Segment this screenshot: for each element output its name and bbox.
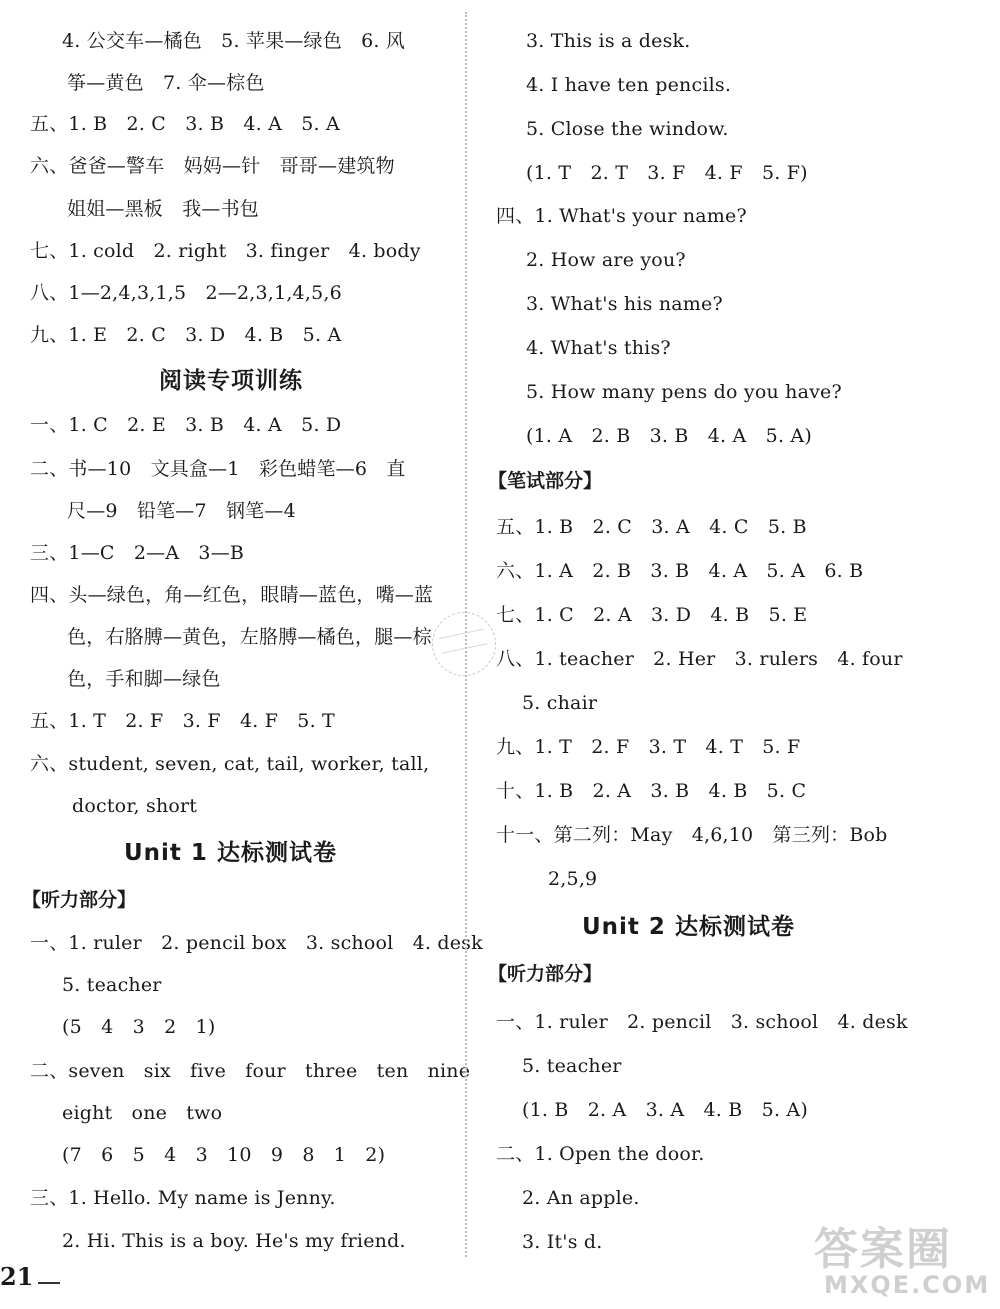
answer-line: (1. A 2. B 3. B 4. A 5. A) [526,425,812,447]
answer-line: 3. What's his name? [526,293,723,315]
answer-line: 八、1—2,4,3,1,5 2—2,3,1,4,5,6 [30,282,342,304]
answer-line: 五、1. B 2. C 3. B 4. A 5. A [30,113,340,135]
answer-line: 七、1. C 2. A 3. D 4. B 5. E [496,604,808,626]
answer-line: 九、1. T 2. F 3. T 4. T 5. F [496,736,801,758]
answer-line: 五、1. T 2. F 3. F 4. F 5. T [30,710,335,732]
part-label: 【听力部分】 [488,963,603,985]
answer-line: 2. An apple. [522,1187,640,1209]
watermark-main-text: 答案圈 [814,1224,952,1275]
answer-line: 六、student, seven, cat, tail, worker, tall, [30,753,430,775]
answer-line: 2. Hi. This is a boy. He's my friend. [62,1230,406,1252]
answer-line: 三、1—C 2—A 3—B [30,542,245,564]
answer-line: 九、1. E 2. C 3. D 4. B 5. A [30,324,342,346]
answer-line: 五、1. B 2. C 3. A 4. C 5. B [496,516,807,538]
page-number-dash [38,1282,60,1284]
answer-line: 一、1. C 2. E 3. B 4. A 5. D [30,414,342,436]
answer-line: 3. This is a desk. [526,30,691,52]
answer-line: 七、1. cold 2. right 3. finger 4. body [30,240,421,262]
part-label: 【听力部分】 [22,889,137,911]
answer-line: 5. teacher [62,974,162,996]
answer-line: 一、1. ruler 2. pencil 3. school 4. desk [496,1011,908,1033]
answer-line: 十一、第二列：May 4,6,10 第三列：Bob [496,824,888,846]
answer-line: (1. B 2. A 3. A 4. B 5. A) [522,1099,808,1121]
answer-line: 5. Close the window. [526,118,729,140]
answer-line: 色，手和脚—绿色 [67,668,221,690]
faint-stamp-mark [426,606,502,682]
answer-line: 姐姐—黑板 我—书包 [67,198,260,220]
answer-line: eight one two [62,1102,223,1124]
answer-line: (5 4 3 2 1) [62,1016,216,1038]
watermark-logo [814,1213,992,1305]
answer-line: 5. chair [522,692,598,714]
answer-line: 三、1. Hello. My name is Jenny. [30,1187,336,1209]
section-heading: Unit 2 达标测试卷 [582,914,795,940]
answer-line: 2. How are you? [526,249,686,271]
page-number: 21 [0,1262,34,1291]
answer-line: 筝—黄色 7. 伞—棕色 [67,72,265,94]
answer-line: doctor, short [72,795,198,817]
section-heading: Unit 1 达标测试卷 [124,840,337,866]
answer-line: 八、1. teacher 2. Her 3. rulers 4. four [496,648,903,670]
answer-line: 4. What's this? [526,337,671,359]
answer-line: 5. teacher [522,1055,622,1077]
answer-line: 二、书—10 文具盒—1 彩色蜡笔—6 直 [30,458,406,480]
answer-line: 二、seven six five four three ten nine [30,1060,471,1082]
answer-line: 六、1. A 2. B 3. B 4. A 5. A 6. B [496,560,864,582]
answer-line: 二、1. Open the door. [496,1143,705,1165]
answer-line: 四、1. What's your name? [496,205,747,227]
answer-line: 5. How many pens do you have? [526,381,842,403]
answer-line: 一、1. ruler 2. pencil box 3. school 4. desk [30,932,483,954]
answer-line: (1. T 2. T 3. F 4. F 5. F) [526,162,808,184]
answer-line: 4. I have ten pencils. [526,74,732,96]
part-label: 【笔试部分】 [488,470,603,492]
section-heading: 阅读专项训练 [159,368,303,394]
answer-line: 4. 公交车—橘色 5. 苹果—绿色 6. 风 [62,30,406,52]
answer-line: 2,5,9 [548,868,598,890]
answer-line: 色，右胳膊—黄色，左胳膊—橘色，腿—棕 [67,626,432,648]
watermark-url-text: MXQE.COM [824,1271,991,1299]
answer-line: 六、爸爸—警车 妈妈—针 哥哥—建筑物 [30,155,395,177]
answer-line: (7 6 5 4 3 10 9 8 1 2) [62,1144,386,1166]
stamp-band [439,628,487,653]
answer-line: 3. It's d. [522,1231,603,1253]
answer-line: 尺—9 铅笔—7 钢笔—4 [67,500,296,522]
answer-line: 十、1. B 2. A 3. B 4. B 5. C [496,780,807,802]
answer-line: 四、头—绿色，角—红色，眼睛—蓝色，嘴—蓝 [30,584,434,606]
